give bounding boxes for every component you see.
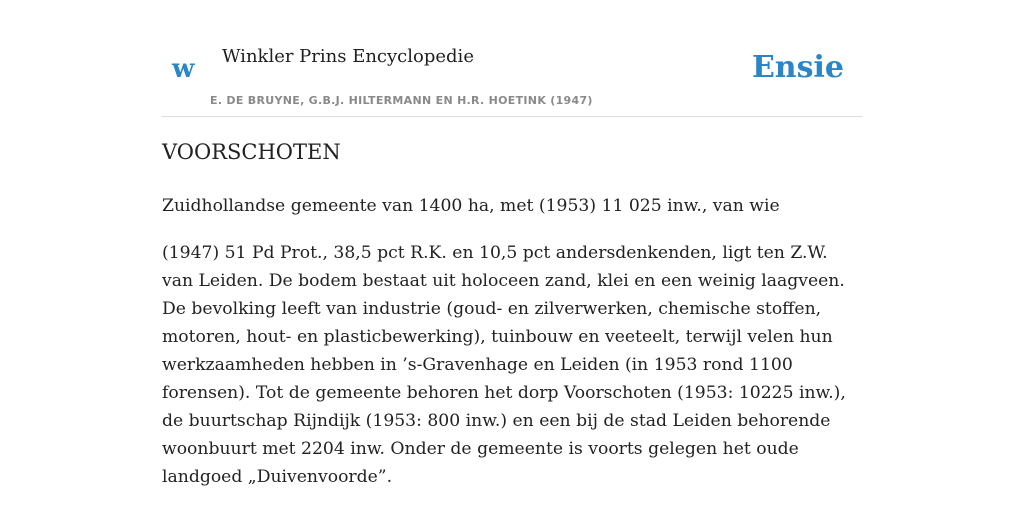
entry-paragraph-2: (1947) 51 Pd Prot., 38,5 pct R.K. en 10,5 pct andersdenkenden, ligt ten Z.W. van Leiden. De bodem bestaat uit holoceen zand, klei en een weinig laagveen. De bevolking leeft van industrie (goud- en zilverwerken, chemische stoffen, motoren, hout- en plasticbewerking), tuinbouw en veeteelt, terwijl velen hun werkzaamheden hebben in ’s-Gravenhage en Leiden (in 1953 rond 1100 forensen). Tot de gemeente behoren het dorp Voorschoten (1953: 10225 inw.), de buurtschap Rijndijk (1953: 800 inw.) en een bij de stad Leiden behorende woonbuurt met 2204 inw. Onder de gemeente is voorts gelegen het oude landgoed „Duivenvoorde”. (162, 243, 846, 487)
publication-logo[interactable]: w (172, 54, 195, 84)
publication-authors: E. DE BRUYNE, G.B.J. HILTERMANN EN H.R. HOETINK (1947) (210, 94, 593, 107)
entry-title: VOORSCHOTEN (162, 140, 341, 164)
header (162, 40, 862, 117)
entry-paragraph-1: Zuidhollandse gemeente van 1400 ha, met (1953) 11 025 inw., van wie (162, 196, 780, 216)
publication-title[interactable]: Winkler Prins Encyclopedie (222, 46, 474, 67)
ensie-logo[interactable]: Ensie (751, 50, 844, 85)
